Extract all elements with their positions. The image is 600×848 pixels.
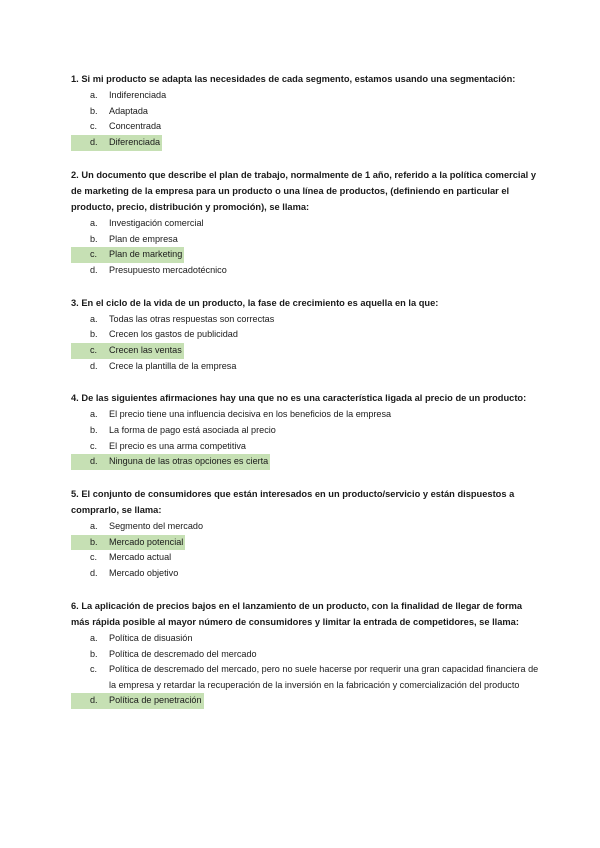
answer-options <box>71 407 540 469</box>
answer-option <box>71 519 540 535</box>
option-text: Crecen las ventas <box>109 344 182 355</box>
option-text: Política de descremado del mercado <box>109 648 257 659</box>
answer-options <box>71 88 540 150</box>
answer-option-correct <box>71 535 540 551</box>
answer-options <box>71 216 540 278</box>
answer-option <box>71 566 540 582</box>
answer-option <box>71 119 540 135</box>
question-statement: En el ciclo de la vida de un producto, la fase de crecimiento es aquella en la que: <box>81 297 439 308</box>
question-text <box>71 71 540 87</box>
question-text <box>71 486 540 518</box>
option-text: Investigación comercial <box>109 218 204 229</box>
answer-option <box>71 662 540 693</box>
question-number: 5. <box>71 488 79 499</box>
quiz-list <box>71 71 540 709</box>
question-statement: La aplicación de precios bajos en el lanzamiento de un producto, con la finalidad de llegar de forma más rápida posible al mayor número de consumidores y limitar la entrada de competidores, se llama: <box>71 600 523 627</box>
answer-option <box>71 407 540 423</box>
option-letter: c. <box>90 664 98 675</box>
question-number: 1. <box>71 74 79 84</box>
answer-option <box>71 104 540 120</box>
question-3 <box>71 295 540 375</box>
answer-option <box>71 88 540 104</box>
option-letter: d. <box>90 360 98 371</box>
option-text: Mercado potencial <box>109 536 184 547</box>
option-text: Presupuesto mercadotécnico <box>109 264 227 275</box>
question-statement: De las siguientes afirmaciones hay una que no es una característica ligada al precio de un producto: <box>81 393 527 404</box>
option-text: Segmento del mercado <box>109 521 204 532</box>
option-text: La forma de pago está asociada al precio <box>109 424 276 435</box>
question-statement: Un documento que describe el plan de trabajo, normalmente de 1 año, referido a la política comercial y de marketing de la empresa para un producto o una línea de productos, (definiendo en particular el producto, precio, distribución y promoción), se llama: <box>71 169 536 212</box>
question-text <box>71 390 540 406</box>
option-text: Ninguna de las otras opciones es cierta <box>109 456 269 467</box>
answer-option-correct <box>71 343 540 359</box>
answer-option <box>71 550 540 566</box>
option-letter: b. <box>90 329 98 340</box>
option-text: Indiferenciada <box>109 90 167 101</box>
option-letter: c. <box>90 440 98 451</box>
option-text: El precio tiene una influencia decisiva en los beneficios de la empresa <box>109 409 392 420</box>
question-4 <box>71 390 540 470</box>
option-letter: a. <box>90 521 98 532</box>
option-letter: d. <box>90 456 98 467</box>
answer-option <box>71 631 540 647</box>
question-text <box>71 598 540 630</box>
option-text: Plan de empresa <box>109 233 178 244</box>
option-text: Diferenciada <box>109 136 161 147</box>
question-statement: Si mi producto se adapta las necesidades de cada segmento, estamos usando una segmentación: <box>81 74 516 84</box>
option-letter: a. <box>90 409 98 420</box>
question-5 <box>71 486 540 582</box>
answer-options <box>71 631 540 709</box>
question-text <box>71 167 540 216</box>
option-text: Adaptada <box>109 105 148 116</box>
answer-option-correct <box>71 693 540 709</box>
option-letter: d. <box>90 264 98 275</box>
answer-option-correct <box>71 454 540 470</box>
option-text: Política de disuasión <box>109 632 193 643</box>
option-letter: b. <box>90 424 98 435</box>
question-number: 3. <box>71 297 79 308</box>
question-number: 6. <box>71 600 79 611</box>
option-text: Política de penetración <box>109 695 202 706</box>
answer-option <box>71 312 540 328</box>
option-text: Plan de marketing <box>109 249 183 260</box>
option-letter: c. <box>90 344 98 355</box>
option-text: Todas las otras respuestas son correctas <box>109 313 275 324</box>
question-number: 4. <box>71 393 79 404</box>
option-letter: a. <box>90 313 98 324</box>
option-text: El precio es una arma competitiva <box>109 440 246 451</box>
option-letter: b. <box>90 105 98 116</box>
answer-option-correct <box>71 135 540 151</box>
option-letter: c. <box>90 121 98 132</box>
question-2 <box>71 167 540 279</box>
question-number: 2. <box>71 169 79 180</box>
question-statement: El conjunto de consumidores que están interesados en un producto/servicio y están dispuestos a comprarlo, se llama: <box>71 488 515 515</box>
answer-option <box>71 423 540 439</box>
option-text: Política de descremado del mercado, pero no suele hacerse por requerir una gran capacidad financiera de la empresa y retardar la recuperación de la inversión en la fabricación y comercialización del producto <box>109 664 539 690</box>
answer-option <box>71 263 540 279</box>
question-text <box>71 295 540 311</box>
option-text: Mercado objetivo <box>109 567 179 578</box>
option-letter: b. <box>90 233 98 244</box>
option-text: Crece la plantilla de la empresa <box>109 360 237 371</box>
answer-option <box>71 327 540 343</box>
option-letter: b. <box>90 536 98 547</box>
answer-option <box>71 647 540 663</box>
answer-option <box>71 216 540 232</box>
answer-option-correct <box>71 247 540 263</box>
option-letter: a. <box>90 632 98 643</box>
option-letter: a. <box>90 218 98 229</box>
answer-option <box>71 232 540 248</box>
option-text: Mercado actual <box>109 552 172 563</box>
option-letter: c. <box>90 552 98 563</box>
answer-option <box>71 439 540 455</box>
option-letter: a. <box>90 90 98 101</box>
answer-options <box>71 519 540 581</box>
question-1 <box>71 71 540 151</box>
option-letter: d. <box>90 695 98 706</box>
option-text: Concentrada <box>109 121 162 132</box>
option-letter: d. <box>90 567 98 578</box>
option-letter: b. <box>90 648 98 659</box>
question-6 <box>71 598 540 709</box>
answer-option <box>71 359 540 375</box>
option-text: Crecen los gastos de publicidad <box>109 329 238 340</box>
option-letter: c. <box>90 249 98 260</box>
answer-options <box>71 312 540 374</box>
option-letter: d. <box>90 136 98 147</box>
